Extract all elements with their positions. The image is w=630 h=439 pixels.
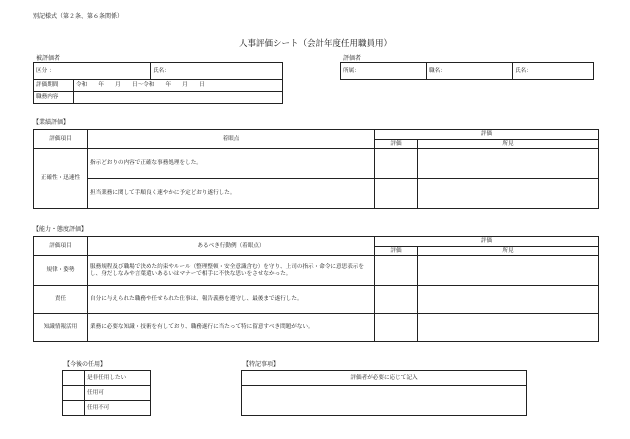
remarks-section-label: 【特記事項】 <box>243 361 280 368</box>
perf-comment-cell[interactable] <box>418 179 599 209</box>
future-checkbox[interactable] <box>63 386 85 401</box>
page-title: 人事評価シート（会計年度任用職員用） <box>239 39 393 49</box>
future-option: 任用不可 <box>85 401 151 416</box>
perf-col-point: 着眼点 <box>88 130 375 149</box>
ability-eval-cell[interactable] <box>375 314 418 342</box>
ability-section-label: 【能力・態度評価】 <box>33 226 88 233</box>
table-row <box>34 256 599 286</box>
period-field[interactable]: 令和 年 月 日〜令和 年 月 日 <box>74 80 283 92</box>
ability-col-point: あるべき行動例（着眼点） <box>88 237 375 256</box>
perf-comment-cell[interactable] <box>418 149 599 179</box>
table-row <box>34 179 599 209</box>
table-row <box>34 314 599 342</box>
ability-item-name: 知識情報活用 <box>34 314 88 342</box>
future-checkbox[interactable] <box>63 371 85 386</box>
list-item <box>63 386 151 401</box>
future-checkbox[interactable] <box>63 401 85 416</box>
ability-table <box>33 236 599 342</box>
perf-eval-cell[interactable] <box>375 179 418 209</box>
perf-point: 担当業務に関して手順良く速やかに予定どおり遂行した。 <box>88 179 375 209</box>
remarks-table <box>241 370 527 416</box>
perf-item-name: 正確性・迅速性 <box>34 149 88 209</box>
perf-col-comment: 所見 <box>418 140 599 149</box>
ability-col-item: 評価項目 <box>34 237 88 256</box>
ability-col-comment: 所見 <box>418 247 599 256</box>
list-item <box>63 401 151 416</box>
evaluator-name-field[interactable]: 氏名： <box>513 63 594 80</box>
evaluatee-label: 被評価者 <box>36 55 61 62</box>
ability-point: 自分に与えられた職務や任せられた仕事は、報告義務を遵守し、最後まで遂行した。 <box>88 286 375 314</box>
ability-col-eval: 評価 <box>375 237 599 247</box>
perf-point: 指示どおりの内容で正確な事務処理をした。 <box>88 149 375 179</box>
division-field[interactable]: 区分 ： <box>34 63 151 80</box>
evaluatee-table <box>33 62 283 104</box>
ability-eval-cell[interactable] <box>375 256 418 286</box>
ability-point: 業務に必要な知識・技術を有しており、職務遂行に当たって特に留意すべき問題がない。 <box>88 314 375 342</box>
ability-comment-cell[interactable] <box>418 256 599 286</box>
perf-col-eval-sub: 評価 <box>375 140 418 149</box>
list-item <box>63 371 151 386</box>
ability-eval-cell[interactable] <box>375 286 418 314</box>
evaluatee-name-field[interactable]: 氏名： <box>151 63 283 80</box>
job-label: 職務内容 <box>34 92 74 104</box>
job-field[interactable] <box>74 92 283 104</box>
future-section-label: 【今後の任用】 <box>64 361 107 368</box>
ability-item-name: 責任 <box>34 286 88 314</box>
perf-col-item: 評価項目 <box>34 130 88 149</box>
perf-eval-cell[interactable] <box>375 149 418 179</box>
affiliation-field[interactable]: 所属： <box>341 63 427 80</box>
ability-point: 服務規程及び職場で決めた約束やルール（整理整頓・安全意識含む）を守り、上司の指示・命令に意思表示をし、身だしなみや言葉遣いあるいはマナーで相手に不快な思いをさせなかった。 <box>88 256 375 286</box>
performance-section-label: 【業績評価】 <box>33 119 70 126</box>
ability-item-name: 規律・姿勢 <box>34 256 88 286</box>
period-label: 評価期間 <box>34 80 74 92</box>
ability-col-eval-sub: 評価 <box>375 247 418 256</box>
evaluator-label: 評価者 <box>343 55 362 62</box>
table-row <box>34 149 599 179</box>
ability-comment-cell[interactable] <box>418 286 599 314</box>
remarks-field[interactable] <box>242 386 527 416</box>
future-option: 是非任用したい <box>85 371 151 386</box>
form-note: 別記様式（第２条、第６条関係） <box>33 13 124 20</box>
performance-table <box>33 129 599 209</box>
perf-col-eval: 評価 <box>375 130 599 140</box>
future-table <box>62 370 151 416</box>
ability-comment-cell[interactable] <box>418 314 599 342</box>
evaluator-table <box>340 62 594 80</box>
position-field[interactable]: 職名： <box>427 63 513 80</box>
remarks-note: 評価者が必要に応じて記入 <box>242 371 527 386</box>
table-row <box>34 286 599 314</box>
future-option: 任用可 <box>85 386 151 401</box>
